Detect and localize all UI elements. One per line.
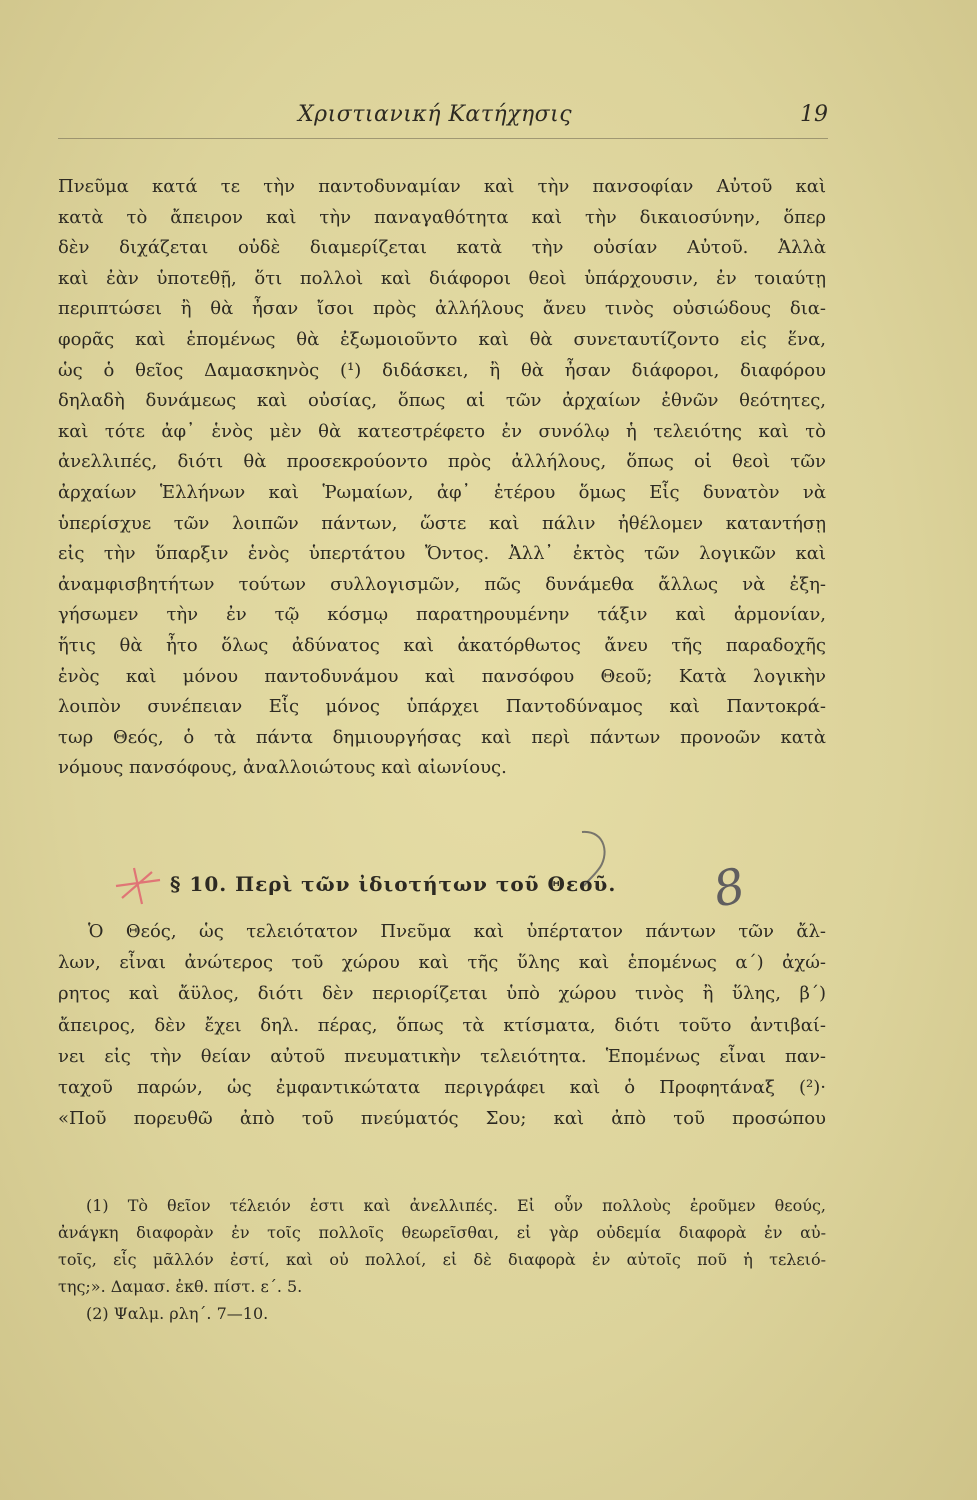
text-line: εἰς τὴν ὕπαρξιν ἑνὸς ὑπερτάτου Ὄντος. Ἀλλ᾽ ἐκτὸς τῶν λογικῶν καὶ: [58, 543, 826, 565]
footnote-line: της;». Δαμασ. ἐκθ. πίστ. ε΄. 5.: [58, 1277, 303, 1296]
text-line: ἀνελλιπές, διότι θὰ προσεκρούοντο πρὸς ἀλλήλους, ὅπως οἱ θεοὶ τῶν: [58, 451, 826, 473]
text-line: καὶ ἐὰν ὑποτεθῇ, ὅτι πολλοὶ καὶ διάφοροι θεοὶ ὑπάρχουσιν, ἐν τοιαύτῃ: [58, 267, 826, 289]
text-line: νει εἰς τὴν θείαν αὐτοῦ πνευματικὴν τελειότητα. Ἑπομένως εἶναι παν-: [58, 1045, 826, 1067]
text-line: κατὰ τὸ ἄπειρον καὶ τὴν παναγαθότητα καὶ τὴν δικαιοσύνην, ὅπερ: [58, 206, 826, 228]
text-line: περιπτώσει ἢ θὰ ἦσαν ἴσοι πρὸς ἀλλήλους ἄνευ τινὸς οὐσιώδους δια-: [58, 298, 826, 320]
text-line: τωρ Θεός, ὁ τὰ πάντα δημιουργήσας καὶ περὶ πάντων προνοῶν κατὰ: [58, 726, 826, 748]
text-line: ἥτις θὰ ἦτο ὅλως ἀδύνατος καὶ ἀκατόρθωτος ἄνευ τῆς παραδοχῆς: [58, 634, 826, 656]
text-line: λοιπὸν συνέπειαν Εἷς μόνος ὑπάρχει Παντοδύναμος καὶ Παντοκρά-: [58, 696, 826, 718]
handwritten-number-mark: [700, 857, 762, 922]
footnote-line: (1) Τὸ θεῖον τέλειόν ἐστι καὶ ἀνελλιπές. Εἰ οὖν πολλοὺς ἐροῦμεν θεούς,: [86, 1196, 826, 1215]
text-line: γήσωμεν τὴν ἐν τῷ κόσμῳ παρατηρουμένην τάξιν καὶ ἁρμονίαν,: [58, 604, 826, 626]
text-line: ὑπερίσχυε τῶν λοιπῶν πάντων, ὥστε καὶ πάλιν ἠθέλομεν καταντήσῃ: [58, 512, 826, 534]
text-line: ἄπειρος, δὲν ἔχει δηλ. πέρας, ὅπως τὰ κτίσματα, διότι τοῦτο ἀντιβαί-: [58, 1014, 826, 1036]
header-rule: [58, 138, 828, 139]
page-number: 19: [800, 102, 828, 127]
text-line: δὲν διχάζεται οὐδὲ διαμερίζεται κατὰ τὴν οὐσίαν Αὐτοῦ. Ἀλλὰ: [58, 237, 826, 259]
text-line: ἑνὸς καὶ μόνου παντοδυνάμου καὶ πανσόφου Θεοῦ; Κατὰ λογικὴν: [58, 665, 826, 687]
body-paragraph: [58, 172, 826, 784]
text-line: ἀρχαίων Ἑλλήνων καὶ Ῥωμαίων, ἀφ᾽ ἑτέρου ὅμως Εἷς δυνατὸν νὰ: [58, 481, 826, 503]
text-line: ρητος καὶ ἄϋλος, διότι δὲν περιορίζεται ὑπὸ χώρου τινὸς ἢ ὕλης, β΄): [58, 983, 826, 1005]
text-line: Πνεῦμα κατά τε τὴν παντοδυναμίαν καὶ τὴν πανσοφίαν Αὐτοῦ καὶ: [58, 176, 826, 197]
text-line: δηλαδὴ δυνάμεως καὶ οὐσίας, ὅπως αἱ τῶν ἀρχαίων ἐθνῶν θεότητες,: [58, 390, 826, 412]
footnotes: [58, 1192, 826, 1327]
section-paragraph: [58, 916, 826, 1134]
text-line: ταχοῦ παρών, ὡς ἐμφαντικώτατα περιγράφει καὶ ὁ Προφητάναξ (²)·: [58, 1076, 826, 1098]
text-line: ὡς ὁ θεῖος Δαμασκηνὸς (¹) διδάσκει, ἢ θὰ ἦσαν διάφοροι, διαφόρου: [58, 359, 826, 381]
footnote-line: ἀνάγκη διαφορὰν ἐν τοῖς πολλοῖς θεωρεῖσθαι, εἰ γὰρ οὐδεμία διαφορὰ ἐν αὐ-: [58, 1223, 826, 1242]
text-line: νόμους πανσόφους, ἀναλλοιώτους καὶ αἰωνίους.: [58, 757, 507, 779]
red-pencil-mark: [112, 864, 164, 908]
text-line: ἀναμφισβητήτων τούτων συλλογισμῶν, πῶς δυνάμεθα ἄλλως νὰ ἐξη-: [58, 573, 826, 595]
running-title: Χριστιανική Κατήχησις: [298, 102, 573, 127]
handwritten-number: 8: [708, 857, 751, 919]
text-line: «Ποῦ πορευθῶ ἀπὸ τοῦ πνεύματός Σου; καὶ ἀπὸ τοῦ προσώπου: [58, 1108, 826, 1130]
text-line: λων, εἶναι ἀνώτερος τοῦ χώρου καὶ τῆς ὕλης καὶ ἑπομένως α΄) ἀχώ-: [58, 952, 826, 974]
text-line: καὶ τότε ἀφ᾽ ἑνὸς μὲν θὰ κατεστρέφετο ἐν συνόλῳ ἡ τελειότης καὶ τὸ: [58, 420, 826, 442]
footnote-line: (2) Ψαλμ. ρλη΄. 7—10.: [86, 1304, 269, 1323]
footnote-line: τοῖς, εἷς μᾶλλόν ἐστί, καὶ οὐ πολλοί, εἰ δὲ διαφορὰ ἐν αὐτοῖς ποῦ ἡ τελειό-: [58, 1250, 826, 1269]
text-line: φορᾶς καὶ ἑπομένως θὰ ἐξωμοιοῦντο καὶ θὰ συνεταυτίζοντο εἰς ἕνα,: [58, 328, 826, 350]
section-heading: § 10. Περὶ τῶν ἰδιοτήτων τοῦ Θεοῦ.: [170, 872, 617, 896]
text-line: Ὁ Θεός, ὡς τελειότατον Πνεῦμα καὶ ὑπέρτατον πάντων τῶν ἄλ-: [88, 921, 826, 942]
page-header: [58, 100, 828, 140]
